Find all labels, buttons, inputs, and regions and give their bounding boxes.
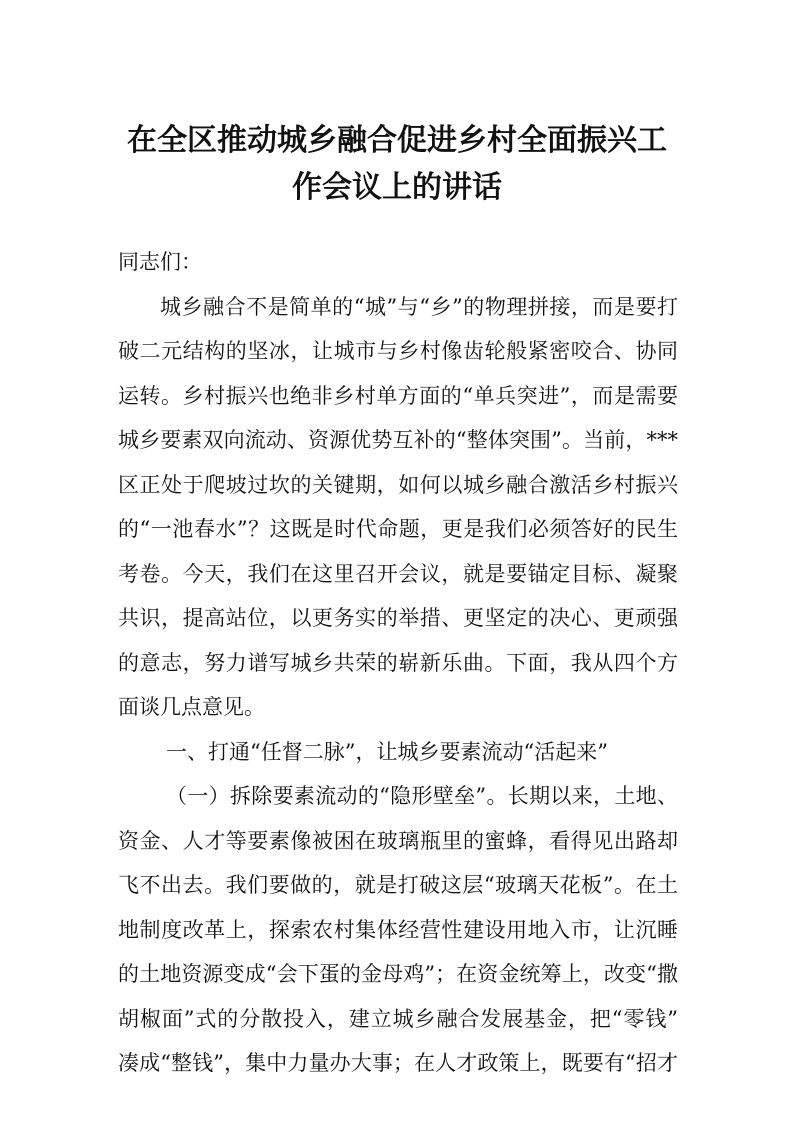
title-line-2: 作会议上的讲话 bbox=[292, 170, 502, 205]
paragraph-line: 城乡融合不是简单的“城”与“乡”的物理拼接，而是要打 bbox=[160, 294, 678, 319]
paragraph-line: 凑成“整钱”，集中力量办大事；在人才政策上，既要有“招才 bbox=[118, 1051, 678, 1075]
paragraph-line: 的“一池春水”？这既是时代命题，更是我们必须答好的民生 bbox=[118, 517, 678, 541]
section-heading-1: 一、打通“任督二脉”，让城乡要素流动“活起来” bbox=[166, 739, 608, 764]
paragraph-line: 考卷。今天，我们在这里召开会议，就是要锚定目标、凝聚 bbox=[118, 561, 678, 586]
paragraph-intro bbox=[118, 285, 678, 730]
paragraph-line: 飞不出去。我们要做的，就是打破这层“玻璃天花板”。在土 bbox=[118, 873, 678, 897]
salutation: 同志们： bbox=[118, 250, 202, 274]
paragraph-line: 破二元结构的坚冰，让城市与乡村像齿轮般紧密咬合、协同 bbox=[118, 339, 678, 363]
paragraph-line: 资金、人才等要素像被困在玻璃瓶里的蜜蜂，看得见出路却 bbox=[118, 828, 678, 853]
paragraph-section-1-1 bbox=[118, 774, 678, 1086]
paragraph-line: 地制度改革上，探索农村集体经营性建设用地入市，让沉睡 bbox=[118, 917, 678, 942]
paragraph-line: （一）拆除要素流动的“隐形壁垒”。长期以来，土地、 bbox=[166, 784, 678, 808]
paragraph-line: 城乡要素双向流动、资源优势互补的“整体突围”。当前，*** bbox=[118, 428, 678, 452]
paragraph-line: 的意志，努力谱写城乡共荣的崭新乐曲。下面，我从四个方 bbox=[118, 650, 678, 675]
paragraph-line: 的土地资源变成“会下蛋的金母鸡”；在资金统筹上，改变“撒 bbox=[118, 962, 678, 986]
paragraph-line: 区正处于爬坡过坎的关键期，如何以城乡融合激活乡村振兴 bbox=[118, 472, 678, 497]
paragraph-line: 胡椒面”式的分散投入，建立城乡融合发展基金，把“零钱” bbox=[118, 1006, 678, 1031]
document-body bbox=[118, 240, 678, 1086]
paragraph-line: 运转。乡村振兴也绝非乡村单方面的“单兵突进”，而是需要 bbox=[118, 383, 678, 408]
title-line-1: 在全区推动城乡融合促进乡村全面振兴工 bbox=[127, 123, 667, 158]
paragraph-line: 共识，提高站位，以更务实的举措、更坚定的决心、更顽强 bbox=[118, 606, 678, 630]
page-title bbox=[117, 117, 677, 211]
paragraph-line: 面谈几点意见。 bbox=[118, 695, 265, 719]
